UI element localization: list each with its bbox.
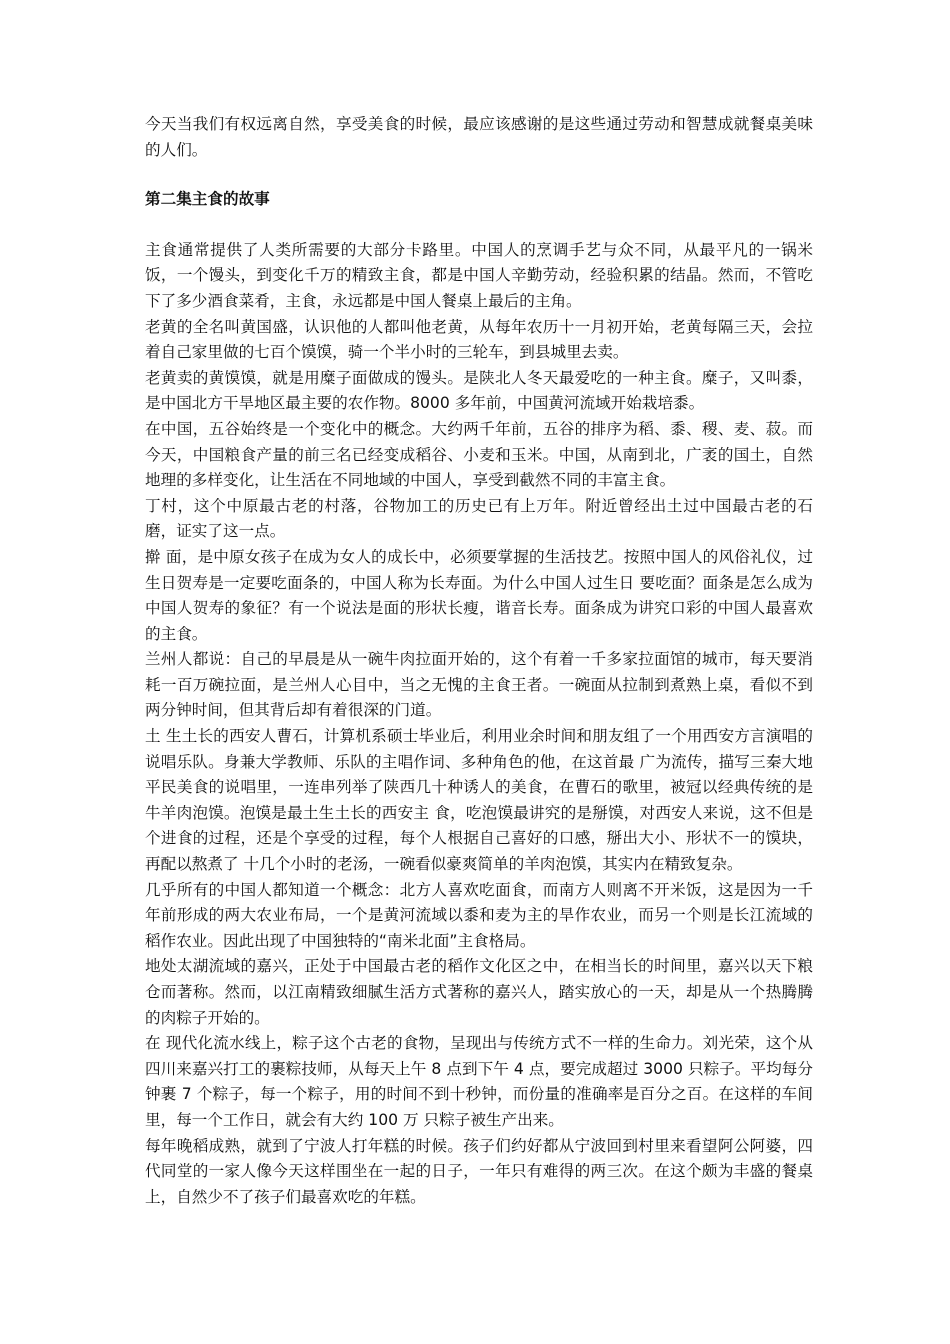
paragraph: 兰州人都说：自己的早晨是从一碗牛肉拉面开始的，这个有着一千多家拉面馆的城市，每天要消耗一百万碗拉面，是兰州人心目中，当之无愧的主食王者。一碗面从拉制到煮熟上桌，看似不到两分钟时间，但其背后却有着很深的门道。 (145, 650, 813, 720)
body-text (145, 238, 813, 1211)
paragraph: 每年晚稻成熟，就到了宁波人打年糕的时候。孩子们约好都从宁波回到村里来看望阿公阿婆，四代同堂的一家人像今天这样围坐在一起的日子，一年只有难得的两三次。在这个颇为丰盛的餐桌上，自然少不了孩子们最喜欢吃的年糕。 (145, 1136, 813, 1206)
paragraph: 老黄的全名叫黄国盛，认识他的人都叫他老黄，从每年农历十一月初开始，老黄每隔三天，会拉着自己家里做的七百个馍馍，骑一个半小时的三轮车，到县城里去卖。 (145, 317, 813, 362)
paragraph: 土 生土长的西安人曹石，计算机系硕士毕业后，利用业余时间和朋友组了一个用西安方言演唱的说唱乐队。身兼大学教师、乐队的主唱作词、多种角色的他，在这首最 广为流传，描写三秦大地平民美食的说唱里，一连串列举了陕西几十种诱人的美食，在曹石的歌里，被冠以经典传统的是牛羊肉泡馍。泡馍是最土生土长的西安主 食，吃泡馍最讲究的是掰馍，对西安人来说，这不但是个进食的过程，还是个享受的过程，每个人根据自己喜好的口感，掰出大小、形状不一的馍块，再配以熬煮了 十几个小时的老汤，一碗看似豪爽简单的羊肉泡馍，其实内在精致复杂。 (145, 727, 813, 874)
paragraph: 丁村，这个中原最古老的村落，谷物加工的历史已有上万年。附近曾经出土过中国最古老的石磨，证实了这一点。 (145, 496, 813, 541)
intro-paragraph: 今天当我们有权远离自然，享受美食的时候，最应该感谢的是这些通过劳动和智慧成就餐桌美味的人们。 (145, 115, 813, 159)
paragraph: 地处太湖流域的嘉兴，正处于中国最古老的稻作文化区之中，在相当长的时间里，嘉兴以天下粮仓而著称。然而，以江南精致细腻生活方式著称的嘉兴人，踏实放心的一天，却是从一个热腾腾的肉粽子开始的。 (145, 957, 813, 1027)
paragraph: 在中国，五谷始终是一个变化中的概念。大约两千年前，五谷的排序为稻、黍、稷、麦、菽。而今天，中国粮食产量的前三名已经变成稻谷、小麦和玉米。中国，从南到北，广袤的国土，自然地理的多样变化，让生活在不同地域的中国人，享受到截然不同的丰富主食。 (145, 419, 813, 490)
paragraph: 在 现代化流水线上，粽子这个古老的食物，呈现出与传统方式不一样的生命力。刘光荣，这个从四川来嘉兴打工的裹粽技师，从每天上午 8 点到下午 4 点，要完成超过 3000 只粽子。平均每分钟裹 7 个粽子，每一个粽子，用的时间不到十秒钟，而份量的准确率是百分之百。在这样的车间里，每一个工作日，就会有大约 100 万 只粽子被生产出来。 (145, 1034, 813, 1129)
section-title: 第二集主食的故事 (145, 190, 270, 209)
document-page (145, 112, 813, 1210)
paragraph: 几乎所有的中国人都知道一个概念：北方人喜欢吃面食，而南方人则离不开米饭，这是因为一千年前形成的两大农业布局，一个是黄河流域以黍和麦为主的旱作农业，而另一个则是长江流域的稻作农业。因此出现了中国独特的“南米北面”主食格局。 (145, 880, 813, 950)
paragraph: 老黄卖的黄馍馍，就是用糜子面做成的馒头。是陕北人冬天最爱吃的一种主食。糜子，又叫黍，是中国北方干旱地区最主要的农作物。8000 多年前，中国黄河流域开始栽培黍。 (145, 368, 813, 413)
paragraph: 主食通常提供了人类所需要的大部分卡路里。中国人的烹调手艺与众不同，从最平凡的一锅米饭，一个馒头，到变化千万的精致主食，都是中国人辛勤劳动，经验积累的结晶。然而，不管吃下了多少酒食菜肴，主食，永远都是中国人餐桌上最后的主角。 (145, 240, 813, 310)
paragraph: 擀 面，是中原女孩子在成为女人的成长中，必须要掌握的生活技艺。按照中国人的风俗礼仪，过生日贺寿是一定要吃面条的，中国人称为长寿面。为什么中国人过生日 要吃面？面条是怎么成为中国人贺寿的象征？有一个说法是面的形状长瘦，谐音长寿。面条成为讲究口彩的中国人最喜欢的主食。 (145, 547, 813, 643)
